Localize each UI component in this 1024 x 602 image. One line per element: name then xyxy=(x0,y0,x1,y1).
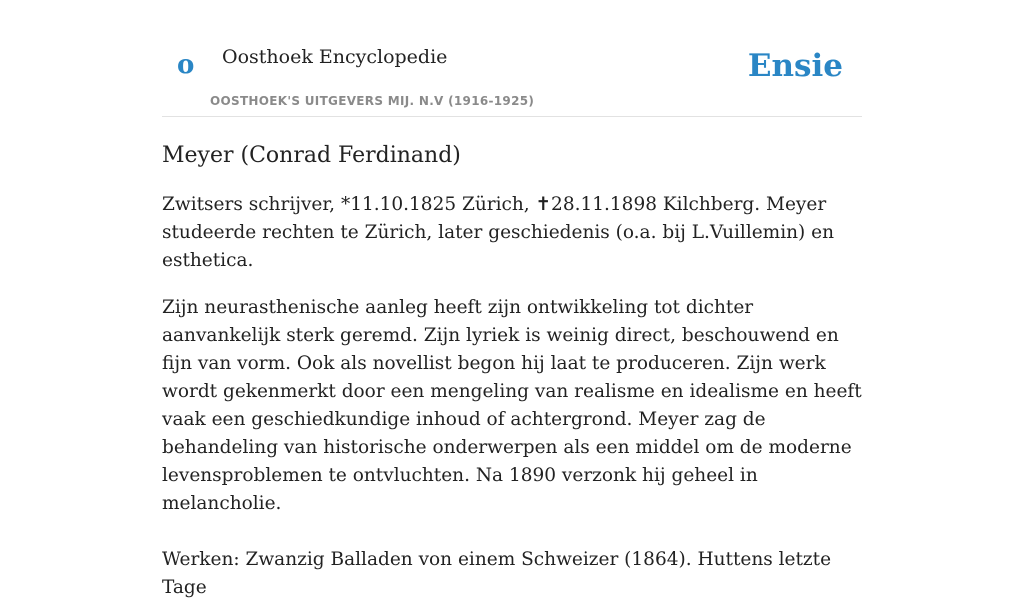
logo-mark[interactable]: o xyxy=(177,50,195,80)
site-header xyxy=(162,0,862,117)
ensie-logo-link[interactable]: Ensie xyxy=(747,48,843,84)
article xyxy=(162,143,862,602)
article-paragraph-works: Werken: Zwanzig Balladen von einem Schweizer (1864). Huttens letzte Tage xyxy=(162,549,832,599)
entry-title: Meyer (Conrad Ferdinand) xyxy=(162,143,461,168)
article-paragraph-body: Zijn neurasthenische aanleg heeft zijn ontwikkeling tot dichter aanvankelijk sterk geremd. Zijn lyriek is weinig direct, beschouwend en fijn van vorm. Ook als novellist begon hij laat te produceren. Zijn werk wordt gekenmerkt door een mengeling van realisme en idealisme en heeft vaak een geschiedkundige inhoud of achtergrond. Meyer zag de behandeling van historische onderwerpen als een middel om de moderne levensproblemen te ontvluchten. Na 1890 verzonk hij geheel in melancholie. xyxy=(162,297,862,515)
article-paragraph-intro: Zwitsers schrijver, *11.10.1825 Zürich, ✝28.11.1898 Kilchberg. Meyer studeerde rechten te Zürich, later geschiedenis (o.a. bij L.Vuillemin) en esthetica. xyxy=(162,194,835,272)
site-title: Oosthoek Encyclopedie xyxy=(222,46,448,68)
publisher-subtitle: OOSTHOEK'S UITGEVERS MIJ. N.V (1916-1925) xyxy=(210,94,535,108)
